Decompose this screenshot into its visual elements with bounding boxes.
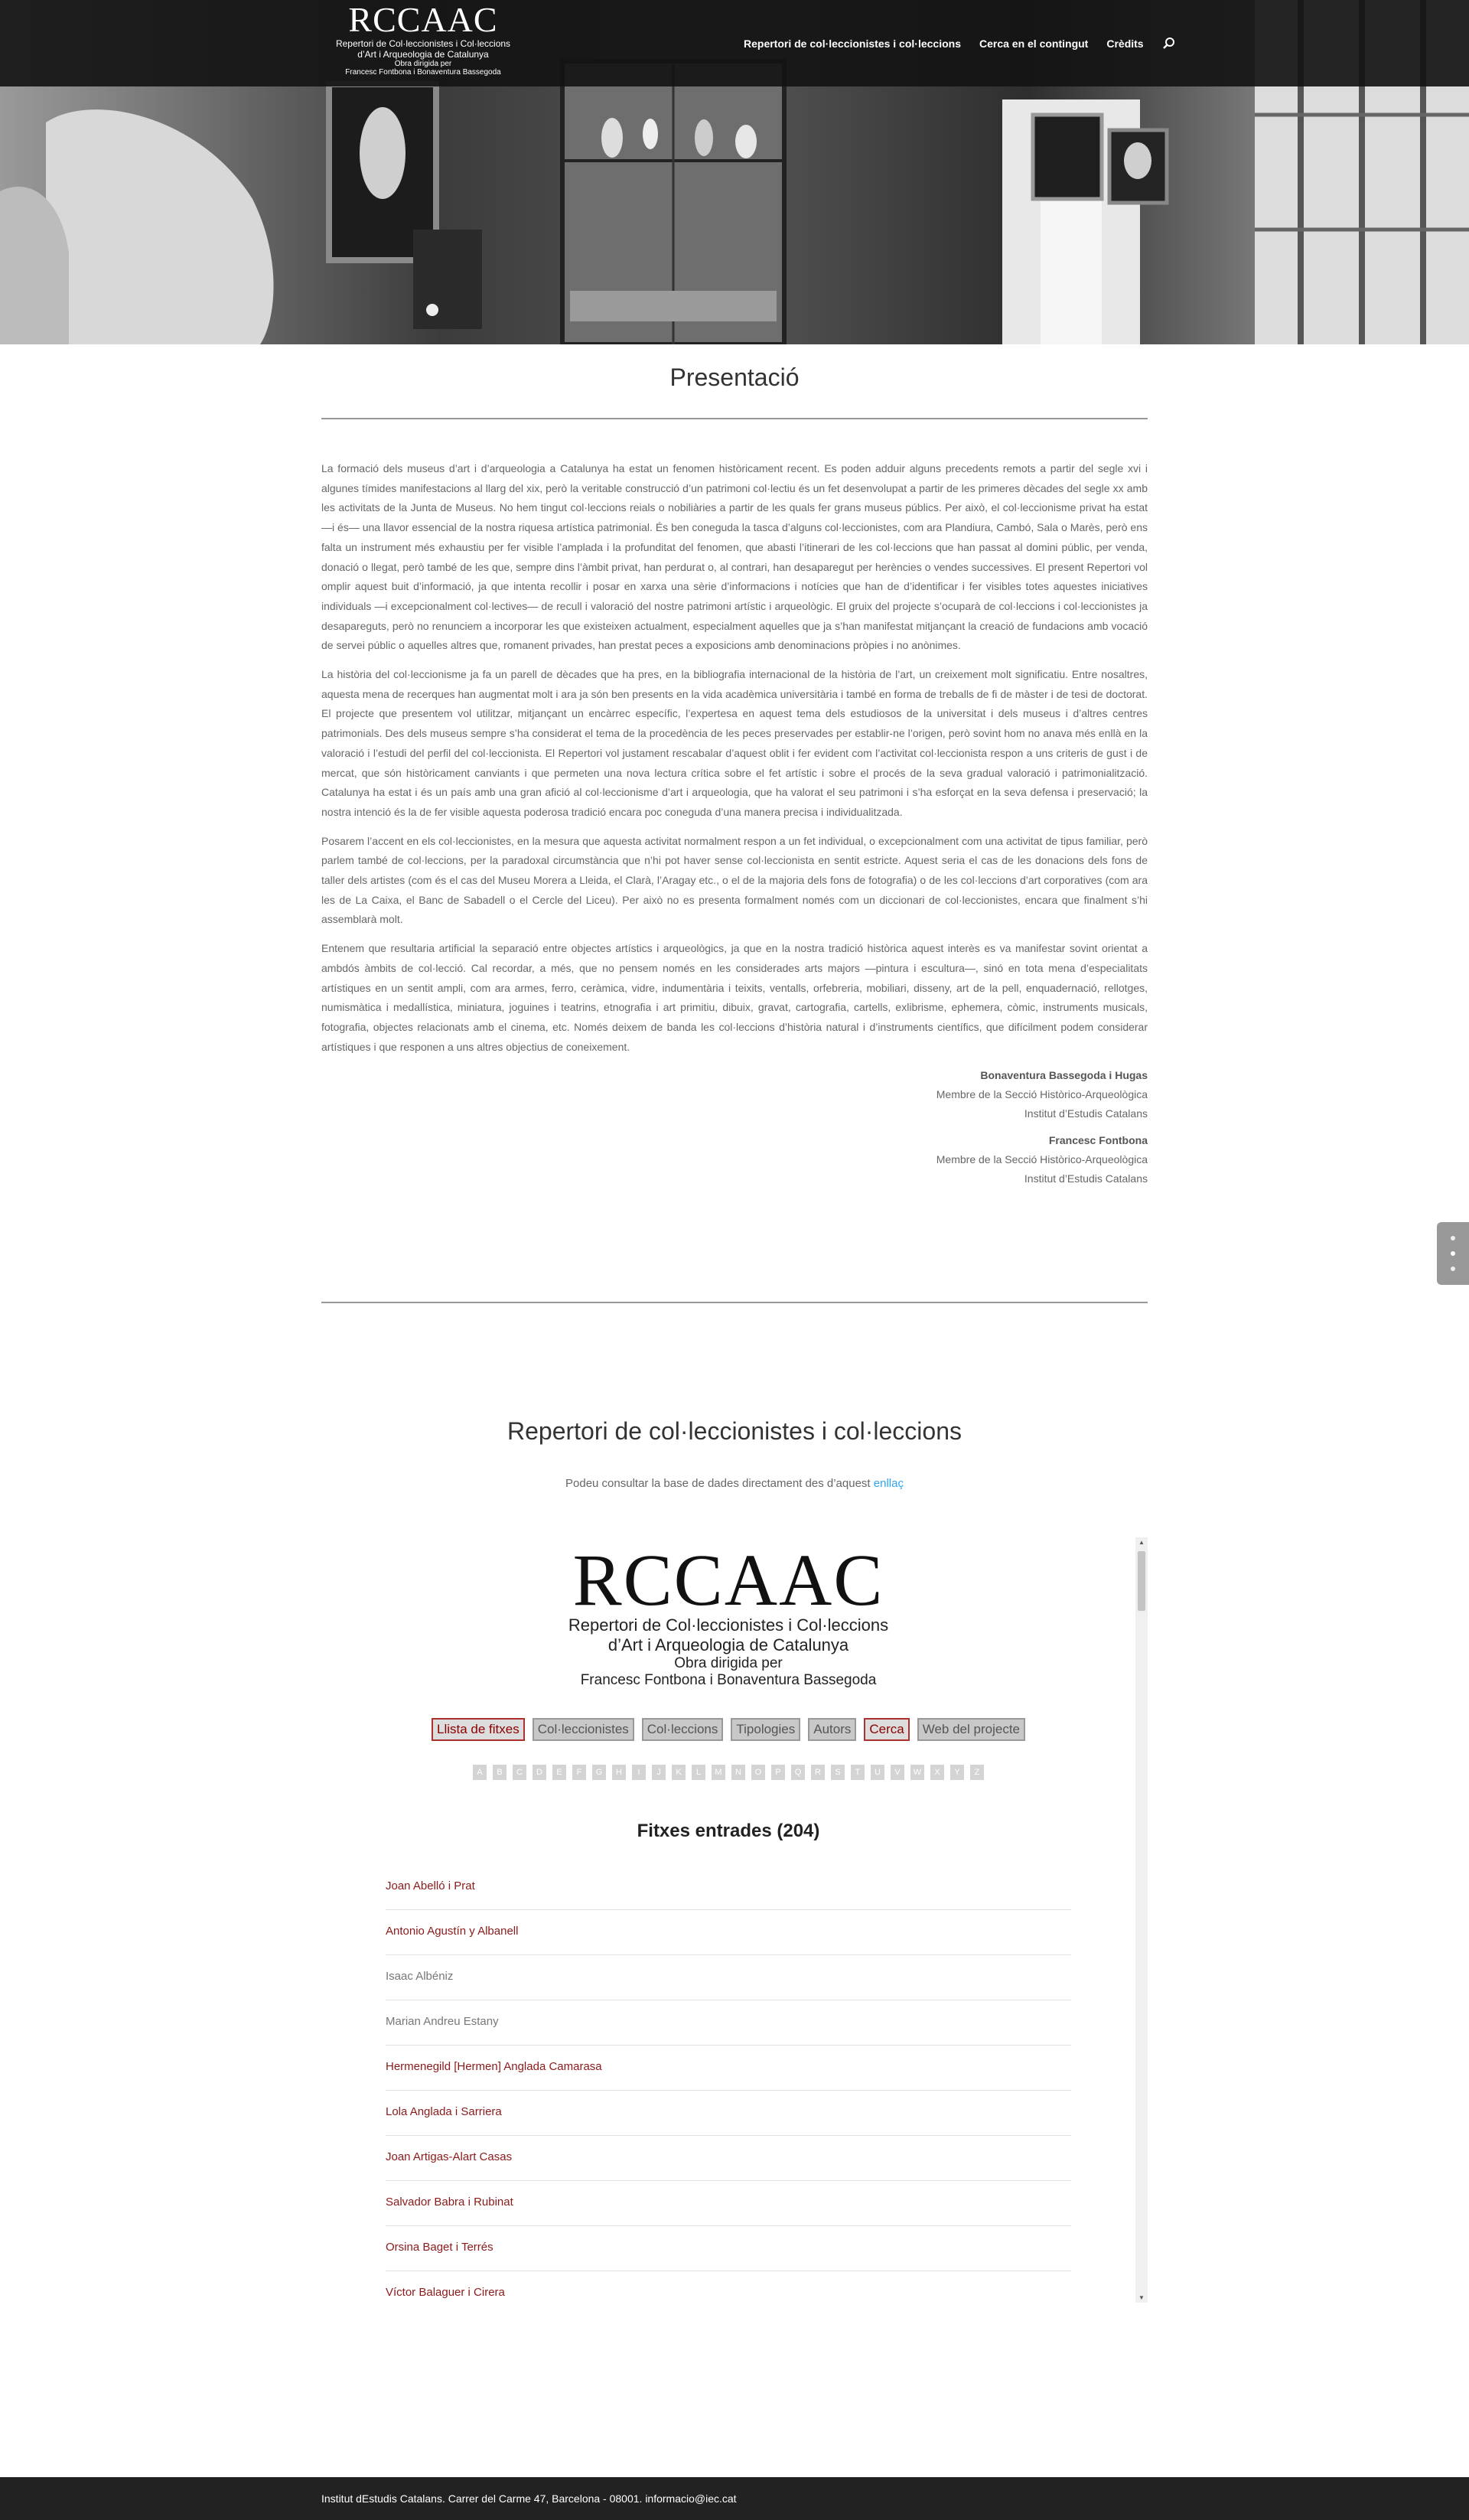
list-item[interactable]: Salvador Babra i Rubinat (386, 2181, 1071, 2226)
list-item[interactable]: Lola Anglada i Sarriera (386, 2091, 1071, 2136)
signature-role: Membre de la Secció Històrico-Arqueològica (936, 1088, 1148, 1101)
signature-name: Francesc Fontbona (1048, 1134, 1148, 1147)
list-item[interactable]: Joan Abelló i Prat (386, 1865, 1071, 1910)
consult-label: Podeu consultar la base de dades directament des d’aquest (565, 1477, 874, 1490)
menu-cerca[interactable]: Cerca (864, 1718, 909, 1741)
presentation-title: Presentació (669, 363, 800, 391)
letter-filter[interactable]: F (572, 1765, 586, 1780)
letter-filter[interactable]: J (652, 1765, 666, 1780)
dot-nav-2[interactable] (1451, 1251, 1455, 1256)
main-nav (744, 37, 1176, 51)
dot-nav-1[interactable] (1451, 1236, 1455, 1240)
letter-filter[interactable]: W (910, 1765, 924, 1780)
letter-filter[interactable]: M (712, 1765, 725, 1780)
letter-filter[interactable]: B (493, 1765, 506, 1780)
letter-filter[interactable]: S (831, 1765, 845, 1780)
letter-filter[interactable]: E (552, 1765, 566, 1780)
section-dots-nav (1437, 1222, 1469, 1285)
signature-block (321, 1066, 1148, 1123)
letter-filter[interactable]: D (533, 1765, 546, 1780)
iframe-logo-line-1: Repertori de Col·leccionistes i Col·leccions (568, 1615, 889, 1635)
letter-filter[interactable]: X (930, 1765, 944, 1780)
letter-filter[interactable]: V (891, 1765, 904, 1780)
letter-filter[interactable]: N (731, 1765, 745, 1780)
iframe-logo-line-2: d’Art i Arqueologia de Catalunya (607, 1635, 849, 1654)
letter-filter[interactable]: P (771, 1765, 785, 1780)
site-header (0, 0, 1469, 86)
scroll-thumb[interactable] (1138, 1551, 1145, 1611)
letter-filter[interactable]: Y (950, 1765, 964, 1780)
letter-filter[interactable]: K (672, 1765, 686, 1780)
menu-tipologies[interactable]: Tipologies (731, 1718, 800, 1741)
logo-line-4: Francesc Fontbona i Bonaventura Bassegoda (345, 68, 501, 77)
menu-colleccionistes[interactable]: Col·leccionistes (533, 1718, 634, 1741)
iframe-menu (321, 1718, 1135, 1741)
signature-name: Bonaventura Bassegoda i Hugas (980, 1069, 1148, 1082)
list-item[interactable]: Hermenegild [Hermen] Anglada Camarasa (386, 2046, 1071, 2091)
letter-filter[interactable]: I (632, 1765, 646, 1780)
signatures (321, 1066, 1148, 1188)
menu-colleccions[interactable]: Col·leccions (642, 1718, 724, 1741)
letter-filter[interactable]: A (473, 1765, 487, 1780)
iframe-content (321, 1537, 1135, 2303)
list-item: Isaac Albéniz (386, 1955, 1071, 2000)
consult-text (0, 1477, 1469, 1490)
logo-title: RCCAAC (348, 0, 498, 39)
search-icon[interactable] (1162, 37, 1176, 51)
letter-filter[interactable]: Q (791, 1765, 805, 1780)
list-item: Marian Andreu Estany (386, 2000, 1071, 2046)
menu-llista-fitxes[interactable]: Llista de fitxes (432, 1718, 525, 1741)
signature-institution: Institut d’Estudis Catalans (1024, 1172, 1148, 1185)
list-item[interactable]: Joan Artigas-Alart Casas (386, 2136, 1071, 2181)
iframe-logo-line-3: Obra dirigida per (674, 1655, 783, 1671)
scroll-up-icon[interactable]: ▲ (1138, 1539, 1145, 1546)
nav-item-cerca[interactable]: Cerca en el contingut (979, 37, 1089, 50)
letter-filter[interactable]: O (751, 1765, 765, 1780)
letter-filter[interactable]: L (692, 1765, 705, 1780)
presentation-paragraph: La formació dels museus d’art i d’arqueologia a Catalunya ha estat un fenomen històricament recent. Es poden adduir alguns precedents remots a partir del segle xvi i algunes tímides manifestacions al llarg del xix, però la veritable construcció d’un patrimoni col·lectiu és un fet desenvolupat a partir de les primeres dècades del segle xx amb les activitats de la Junta de Museus. No hem tingut col·leccions reials o nobiliàries a partir de les quals fer grans museus públics. Per això, el col·leccionisme privat ha estat —i és— una llavor essencial de la nostra riquesa artística patrimonial. És ben coneguda la tasca d’alguns col·leccionistes, com ara Plandiura, Cambó, Sala o Marès, però ens falta un instrument més exhaustiu per fer visible l’amplada i la profunditat del fenomen, que abasti l’itinerari de les col·leccions que han passat al domini públic, per venda, donació o llegat, però també de les que, sempre dins l’àmbit privat, han perdurat o, al contrari, han desaparegut per herències o vendes successives. El present Repertori vol omplir aquest buit d’informació, ja que intenta recollir i posar en xarxa una sèrie d’informacions i notícies que han de d’identificar i fer visibles totes aquestes iniciatives individuals —i excepcionalment col·lectives— de recull i valoració del nostre patrimoni artístic i arqueològic. El gruix del projecte s’ocuparà de col·leccions i col·leccionistes ja desapareguts, però no renunciem a incorporar les que existeixen actualment, especialment aquelles que ja s’han manifestat mitjançant la creació de fundacions amb vocació de servei públic o aquelles altres que, romanent privades, han prestat peces a exposicions amb denominacions pròpies i no anònimes. (321, 462, 1148, 652)
letter-filter[interactable]: R (811, 1765, 825, 1780)
dot-nav-3[interactable] (1451, 1267, 1455, 1271)
iframe-logo-title: RCCAAC (572, 1539, 884, 1621)
divider (321, 1302, 1148, 1303)
repertori-title: Repertori de col·leccionistes i col·leccions (506, 1417, 962, 1445)
letter-filter[interactable]: H (612, 1765, 626, 1780)
site-logo[interactable] (327, 2, 519, 77)
letter-filter[interactable]: U (871, 1765, 884, 1780)
entries-heading: Fitxes entrades (204) (637, 1821, 820, 1841)
presentation-content (321, 459, 1148, 1196)
alphabet-filter (321, 1765, 1135, 1780)
signature-role: Membre de la Secció Històrico-Arqueològica (936, 1153, 1148, 1166)
letter-filter[interactable]: C (513, 1765, 526, 1780)
logo-line-3: Obra dirigida per (394, 60, 452, 68)
logo-line-1: Repertori de Col·leccionistes i Col·leccions (335, 38, 511, 49)
scroll-down-icon[interactable]: ▼ (1138, 2294, 1145, 2301)
presentation-paragraph: Entenem que resultaria artificial la separació entre objectes artístics i arqueològics, ja que en la nostra tradició històrica aquest interès es va manifestar sovint orientat a ambdós àmbits de col·lecció. Cal recordar, a més, que no pensem només en les considerades arts majors —pintura i escultura—, sinó en tota mena d’especialitats artístiques en un sentit ampli, com ara armes, ferro, ceràmica, vidre, indumentària i teixits, ventalls, orfebreria, mobiliari, disseny, art de la pell, enquadernació, rellotges, numismàtica i medallística, miniatura, joguines i teatrins, etnografia i art primitiu, dibuix, gravat, cartografia, cartells, exlibrisme, ephemera, còmic, instruments musicals, fotografia, objectes relacionats amb el cinema, etc. Només deixem de banda les col·leccions d’història natural i d’instruments científics, que difícilment podem considerar artístiques i que responen a uns altres objectius de coneixement. (321, 942, 1148, 1053)
nav-item-credits[interactable]: Crèdits (1106, 37, 1144, 50)
divider (321, 418, 1148, 419)
presentation-paragraph: Posarem l’accent en els col·leccionistes, en la mesura que aquesta activitat normalment respon a un fet individual, o excepcionalment com una activitat de tipus familiar, però parlem també de col·leccions, per la paradoxal circumstància que n’hi pot haver sense col·leccionista en sentit estricte. Aquest seria el cas de les donacions dels fons de taller dels artistes (com és el cas del Museu Morera a Lleida, el Clarà, l’Aragay etc., o el de la majoria dels fons de fotografia) o de les col·leccions d’art corporatives (com ara les de La Caixa, el Banc de Sabadell o el Cercle del Liceu). Per això no es presenta formalment només com un diccionari de col·leccionistes, encara que finalment s’hi assemblarà molt. (321, 834, 1148, 926)
logo-line-2: d’Art i Arqueologia de Catalunya (357, 49, 489, 60)
list-item[interactable]: Antonio Agustín y Albanell (386, 1910, 1071, 1955)
signature-block (321, 1131, 1148, 1188)
list-item[interactable]: Víctor Balaguer i Cirera (386, 2271, 1071, 2303)
letter-filter[interactable]: G (592, 1765, 606, 1780)
list-item[interactable]: Orsina Baget i Terrés (386, 2226, 1071, 2271)
iframe-scrollbar[interactable] (1135, 1537, 1148, 2303)
nav-item-repertori[interactable]: Repertori de col·leccionistes i col·leccions (744, 37, 961, 50)
entries-list (386, 1865, 1071, 2303)
database-link[interactable]: enllaç (873, 1477, 904, 1490)
iframe-logo[interactable] (321, 1539, 1135, 1689)
site-footer (0, 2477, 1469, 2520)
letter-filter[interactable]: T (851, 1765, 865, 1780)
footer-text: Institut dEstudis Catalans. Carrer del Carme 47, Barcelona - 08001. informacio@iec.cat (321, 2492, 737, 2505)
menu-autors[interactable]: Autors (808, 1718, 856, 1741)
menu-web-projecte[interactable]: Web del projecte (917, 1718, 1025, 1741)
letter-filter[interactable]: Z (970, 1765, 984, 1780)
database-iframe[interactable] (321, 1537, 1148, 2303)
iframe-logo-line-4: Francesc Fontbona i Bonaventura Bassegoda (580, 1672, 877, 1688)
presentation-paragraph: La història del col·leccionisme ja fa un parell de dècades que ha pres, en la bibliografia internacional de la història de l’art, un creixement molt significatiu. Entre nosaltres, aquesta mena de recerques han augmentat molt i ara ja són ben presents en la vida acadèmica universitària i també en forma de treballs de fi de màster i de tesi de doctorat. El projecte que presentem vol utilitzar, mitjançant un encàrrec específic, l’expertesa en aquest tema dels estudiosos de la universitat i dels museus i d’altres centres patrimonials. Des dels museus sempre s’ha considerat el tema de la procedència de les peces preservades per establir-ne l’origen, però sovint hom no anava més enllà en la valoració i l’estudi del perfil del col·leccionista. El Repertori vol justament rescabalar d’aquest oblit i fer evident com l’activitat col·leccionista respon a uns criteris de gust i de mercat, que són històricament canviants i que permeten una nova lectura crítica sobre el fet artístic i sobre el procés de la seva gradual valoració i patrimonialització. Catalunya ha estat i és un país amb una gran afició al col·leccionisme d’art i arqueologia, que ha valorat el seu patrimoni i s’ha esforçat en la seva defensa i preservació; la nostra intenció és la de fer visible aquesta poderosa tradició encara poc coneguda d’una manera precisa i individualitzada. (321, 668, 1148, 818)
signature-institution: Institut d’Estudis Catalans (1024, 1107, 1148, 1120)
